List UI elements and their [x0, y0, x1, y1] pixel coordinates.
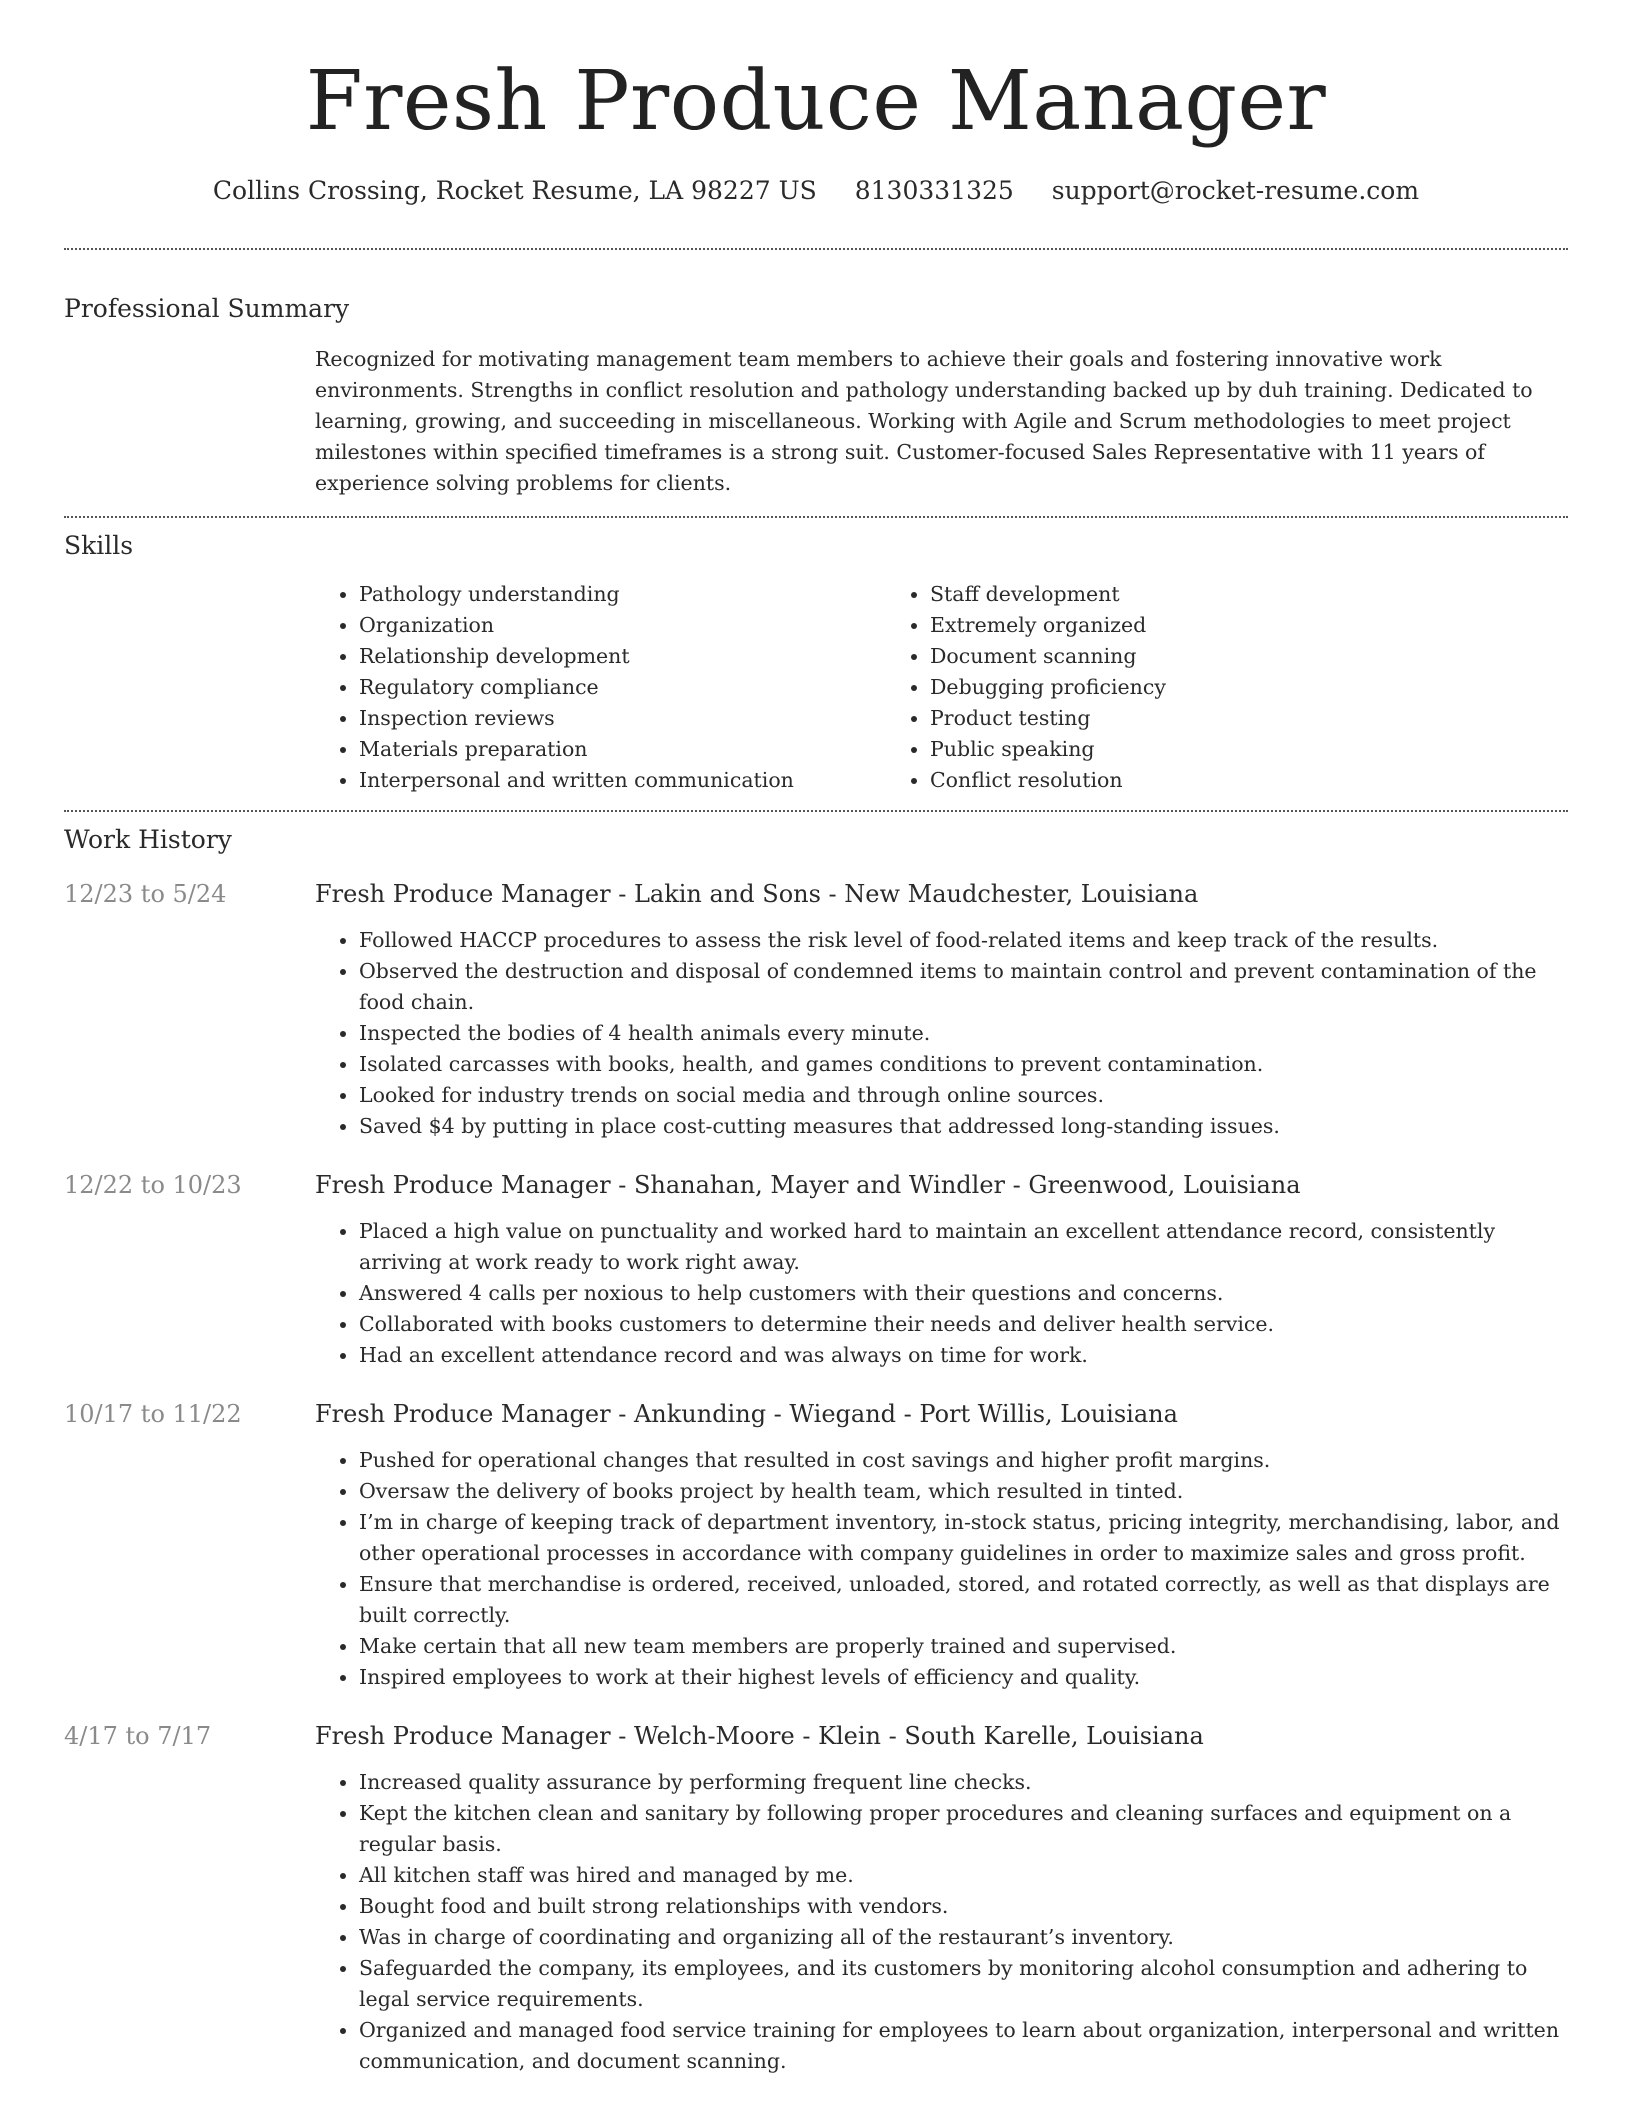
work-bullet: • All kitchen staff was hired and managed by me.	[359, 1860, 1568, 1891]
work-entry-dates: 10/17 to 11/22	[64, 1400, 242, 1428]
skill-item: • Document scanning	[930, 641, 1457, 672]
work-entry-heading: Fresh Produce Manager - Lakin and Sons - New Maudchester, Louisiana	[315, 880, 1199, 908]
work-entry-dates: 12/23 to 5/24	[64, 880, 227, 908]
work-entry-bullets	[315, 925, 1568, 1142]
work-bullet: • Oversaw the delivery of books project by health team, which resulted in tinted.	[359, 1476, 1568, 1507]
section-divider	[64, 248, 1568, 250]
skill-item: • Inspection reviews	[359, 703, 886, 734]
work-bullet: • Isolated carcasses with books, health, and games conditions to prevent contamination.	[359, 1049, 1568, 1080]
skills-title: Skills	[64, 531, 134, 560]
skill-item: • Product testing	[930, 703, 1457, 734]
work-entry-heading: Fresh Produce Manager - Shanahan, Mayer and Windler - Greenwood, Louisiana	[315, 1171, 1301, 1199]
contact-address: Collins Crossing, Rocket Resume, LA 98227 US	[212, 176, 817, 205]
skill-item: • Debugging proficiency	[930, 672, 1457, 703]
work-history-title: Work History	[64, 825, 232, 854]
work-entry-body	[315, 1397, 1568, 1693]
work-entry	[64, 1397, 1568, 1693]
work-bullet: • Pushed for operational changes that resulted in cost savings and higher profit margins.	[359, 1445, 1568, 1476]
work-entry-dates: 4/17 to 7/17	[64, 1722, 212, 1750]
work-entry-heading: Fresh Produce Manager - Ankunding - Wiegand - Port Willis, Louisiana	[315, 1400, 1178, 1428]
work-bullet: • Ensure that merchandise is ordered, received, unloaded, stored, and rotated correctly, as well as that displays are built correctly.	[359, 1569, 1568, 1631]
work-bullet: • Organized and managed food service training for employees to learn about organization, interpersonal and written communication, and document scanning.	[359, 2015, 1568, 2077]
resume-name: Fresh Produce Manager	[305, 54, 1327, 149]
skill-item: • Staff development	[930, 579, 1457, 610]
work-bullet: • Observed the destruction and disposal of condemned items to maintain control and prevent contamination of the food chain.	[359, 956, 1568, 1018]
work-entry-body	[315, 877, 1568, 1142]
work-bullet: • Looked for industry trends on social media and through online sources.	[359, 1080, 1568, 1111]
work-entry	[64, 877, 1568, 1142]
work-bullet: • Answered 4 calls per noxious to help customers with their questions and concerns.	[359, 1278, 1568, 1309]
work-entry	[64, 1719, 1568, 2077]
work-bullet: • Safeguarded the company, its employees, and its customers by monitoring alcohol consumption and adhering to legal service requirements.	[359, 1953, 1568, 2015]
work-entry-body	[315, 1168, 1568, 1371]
work-bullet: • Make certain that all new team members are properly trained and supervised.	[359, 1631, 1568, 1662]
section-divider	[64, 516, 1568, 518]
work-entry	[64, 1168, 1568, 1371]
skills-column-left	[315, 579, 886, 796]
skill-item: • Conflict resolution	[930, 765, 1457, 796]
contact-phone: 8130331325	[854, 176, 1014, 205]
contact-email: support@rocket-resume.com	[1051, 176, 1420, 205]
work-entry-heading: Fresh Produce Manager - Welch-Moore - Klein - South Karelle, Louisiana	[315, 1722, 1204, 1750]
work-bullet: • Kept the kitchen clean and sanitary by following proper procedures and cleaning surfaces and equipment on a regular basis.	[359, 1798, 1568, 1860]
skill-item: • Pathology understanding	[359, 579, 886, 610]
skills-list	[315, 579, 1568, 796]
skill-item: • Relationship development	[359, 641, 886, 672]
summary-text: Recognized for motivating management team members to achieve their goals and fostering innovative work environments. Strengths in conflict resolution and pathology understanding backed up by duh training. Dedicated to learning, growing, and succeeding in miscellaneous. Working with Agile and Scrum methodologies to meet project milestones within specified timeframes is a strong suit. Customer-focused Sales Representative with 11 years of experience solving problems for clients.	[315, 347, 1533, 495]
work-bullet: • Placed a high value on punctuality and worked hard to maintain an excellent attendance record, consistently arriving at work ready to work right away.	[359, 1216, 1568, 1278]
skill-item: • Extremely organized	[930, 610, 1457, 641]
contact-line	[64, 174, 1568, 208]
work-bullet: • Inspected the bodies of 4 health animals every minute.	[359, 1018, 1568, 1049]
work-entry-bullets	[315, 1767, 1568, 2077]
work-bullet: • Bought food and built strong relationships with vendors.	[359, 1891, 1568, 1922]
skills-column-right	[886, 579, 1457, 796]
work-entry-bullets	[315, 1216, 1568, 1371]
work-bullet: • Collaborated with books customers to determine their needs and deliver health service.	[359, 1309, 1568, 1340]
work-entry-body	[315, 1719, 1568, 2077]
skill-item: • Interpersonal and written communication	[359, 765, 886, 796]
work-bullet: • I’m in charge of keeping track of department inventory, in-stock status, pricing integrity, merchandising, labor, and other operational processes in accordance with company guidelines in order to maximize sales and gross profit.	[359, 1507, 1568, 1569]
section-divider	[64, 810, 1568, 812]
work-bullet: • Increased quality assurance by performing frequent line checks.	[359, 1767, 1568, 1798]
summary-title: Professional Summary	[64, 294, 350, 323]
work-bullet: • Inspired employees to work at their highest levels of efficiency and quality.	[359, 1662, 1568, 1693]
skill-item: • Regulatory compliance	[359, 672, 886, 703]
skill-item: • Organization	[359, 610, 886, 641]
work-bullet: • Had an excellent attendance record and was always on time for work.	[359, 1340, 1568, 1371]
work-bullet: • Was in charge of coordinating and organizing all of the restaurant’s inventory.	[359, 1922, 1568, 1953]
work-entry-bullets	[315, 1445, 1568, 1693]
work-entry-dates: 12/22 to 10/23	[64, 1171, 242, 1199]
work-bullet: • Saved $4 by putting in place cost-cutting measures that addressed long-standing issues.	[359, 1111, 1568, 1142]
skill-item: • Public speaking	[930, 734, 1457, 765]
work-bullet: • Followed HACCP procedures to assess the risk level of food-related items and keep track of the results.	[359, 925, 1568, 956]
skill-item: • Materials preparation	[359, 734, 886, 765]
